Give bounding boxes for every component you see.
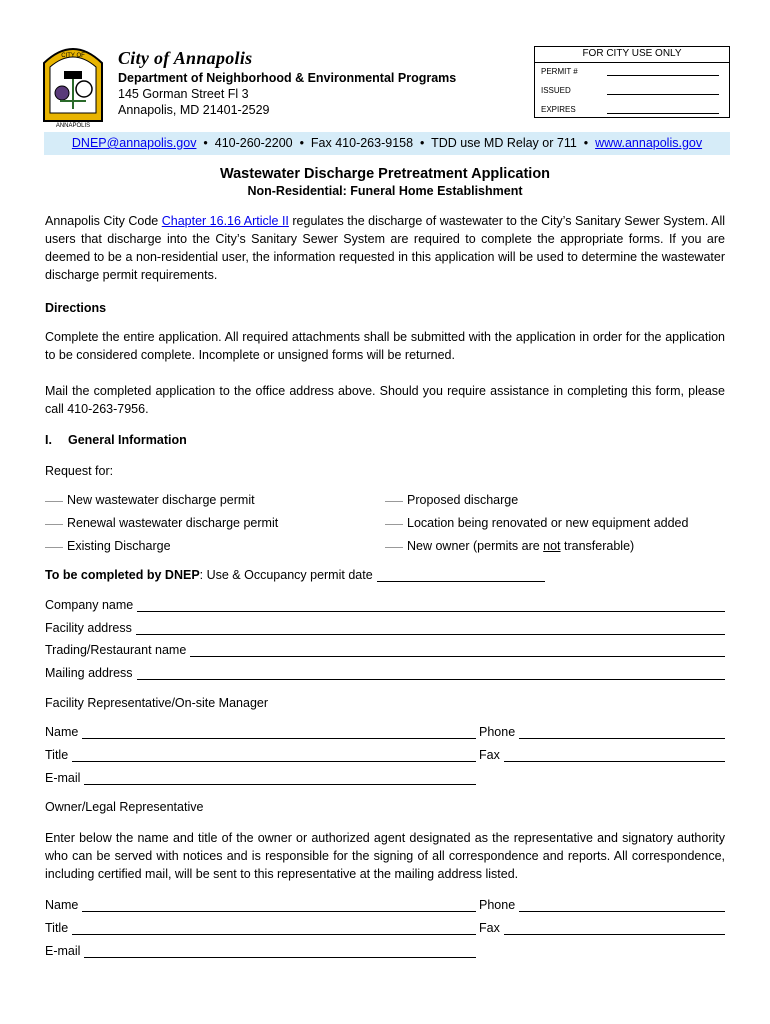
owner-heading: Owner/Legal Representative [45,800,204,814]
section-number: I. [45,433,52,447]
option-new-owner[interactable] [385,539,634,553]
rep-phone-row [479,725,725,739]
permit-field[interactable] [607,75,719,76]
owner-name-row [45,898,476,912]
owner-email-row [45,944,476,958]
title-label: Title [45,748,69,762]
title-label: Title [45,921,69,935]
contact-bar [44,132,730,155]
website-link[interactable]: www.annapolis.gov [595,136,703,150]
separator: • [420,136,425,150]
request-for-label: Request for: [45,464,114,478]
city-use-heading: FOR CITY USE ONLY [535,47,729,63]
expires-field[interactable] [607,113,719,114]
email-link[interactable]: DNEP@annapolis.gov [71,136,197,150]
option-new-permit[interactable] [45,493,255,507]
seal-bottom-text: ANNAPOLIS [55,123,91,129]
option-label: Proposed discharge [407,493,519,507]
option-proposed-discharge[interactable] [385,493,518,507]
phone-label: Phone [479,725,516,739]
owner-title-row [45,921,476,935]
separator: • [583,136,589,150]
phone-label: Phone [479,898,516,912]
option-renewal-permit[interactable] [45,516,278,530]
option-label: Existing Discharge [67,539,171,553]
dnep-label: : Use & Occupancy permit date [199,568,373,582]
facility-address-field[interactable] [136,622,725,635]
occupancy-date-field[interactable] [377,569,545,582]
name-label: Name [45,898,79,912]
fax-label: Fax [479,748,500,762]
fax-number: Fax 410-263-9158 [310,136,414,150]
email-label: E-mail [45,771,81,785]
address-line-1: 145 Gorman Street Fl 3 [118,87,249,101]
rep-name-row [45,725,476,739]
issued-label: ISSUED [541,86,571,95]
option-label: New owner (permits are [407,539,544,553]
address-line-2: Annapolis, MD 21401-2529 [118,103,270,117]
phone-number: 410-260-2200 [214,136,293,150]
owner-title-field[interactable] [72,922,476,935]
directions-paragraph-1: Complete the entire application. All required attachments shall be submitted with the application in order for the application to be considered complete. Incomplete or unsigned forms will be returned. [45,330,725,362]
rep-fax-field[interactable] [504,749,725,762]
trading-name-row [45,643,725,657]
rep-title-field[interactable] [72,749,476,762]
mailing-address-row [45,666,725,680]
intro-prefix: Annapolis City Code [45,214,162,228]
issued-field[interactable] [607,94,719,95]
intro-paragraph [45,212,725,284]
permit-label: PERMIT # [541,67,578,76]
mailing-address-label: Mailing address [45,666,133,680]
trading-name-field[interactable] [190,644,725,657]
rep-fax-row [479,748,725,762]
rep-title-row [45,748,476,762]
rep-email-field[interactable] [84,772,476,785]
option-existing-discharge[interactable] [45,539,171,553]
company-name-row [45,598,725,612]
company-name-label: Company name [45,598,134,612]
expires-label: EXPIRES [541,105,576,114]
city-name: City of Annapolis [118,48,253,68]
owner-paragraph: Enter below the name and title of the owner or authorized agent designated as the representative and signatory authority who can be served with notices and is responsible for the signing of all correspondence and reports. All correspondence, including certified mail, will be sent to this representative at the mailing address listed. [45,831,725,881]
not-emphasis: not [543,539,561,553]
owner-fax-row [479,921,725,935]
fax-label: Fax [479,921,500,935]
option-label: Renewal wastewater discharge permit [67,516,279,530]
rep-email-row [45,771,476,785]
name-label: Name [45,725,79,739]
option-label: Location being renovated or new equipment added [407,516,689,530]
section-heading: General Information [68,433,187,447]
separator: • [299,136,304,150]
seal-top-text: CITY OF [61,53,85,59]
city-seal-logo [40,43,106,129]
separator: • [203,136,208,150]
form-subtitle: Non-Residential: Funeral Home Establishment [247,184,523,198]
rep-heading: Facility Representative/On-site Manager [45,696,269,710]
owner-name-field[interactable] [82,899,476,912]
tdd-info: TDD use MD Relay or 711 [431,136,577,150]
trading-name-label: Trading/Restaurant name [45,643,187,657]
option-label-suffix: transferable) [560,539,635,553]
directions-heading: Directions [45,301,107,315]
chapter-link[interactable]: Chapter 16.16 Article II [161,214,289,228]
company-name-field[interactable] [137,599,725,612]
dnep-bold-label: To be completed by DNEP [45,568,200,582]
email-label: E-mail [45,944,81,958]
owner-phone-row [479,898,725,912]
option-label: New wastewater discharge permit [67,493,255,507]
directions-paragraph-2: Mail the completed application to the office address above. Should you require assistance in completing this form, please call 410-263-7956. [45,384,725,416]
rep-phone-field[interactable] [519,726,725,739]
option-location-renovated[interactable] [385,516,688,530]
dnep-occupancy-row [45,568,545,582]
rep-name-field[interactable] [82,726,476,739]
city-use-box [534,46,730,118]
intro-suffix: regulates the discharge of wastewater to the City’s Sanitary Sewer System. All users that discharge into the City’s Sanitary Sewer System are required to complete the appropriate forms. If you are deemed to be a non-residential user, the information requested in this application will be used to determine the wastewater discharge permit requirements. [45,214,726,282]
facility-address-label: Facility address [45,621,132,635]
form-title: Wastewater Discharge Pretreatment Application [219,166,551,182]
owner-email-field[interactable] [84,945,476,958]
mailing-address-field[interactable] [137,667,725,680]
facility-address-row [45,621,725,635]
owner-fax-field[interactable] [504,922,725,935]
department-name: Department of Neighborhood & Environmental Programs [118,71,457,85]
owner-phone-field[interactable] [519,899,725,912]
